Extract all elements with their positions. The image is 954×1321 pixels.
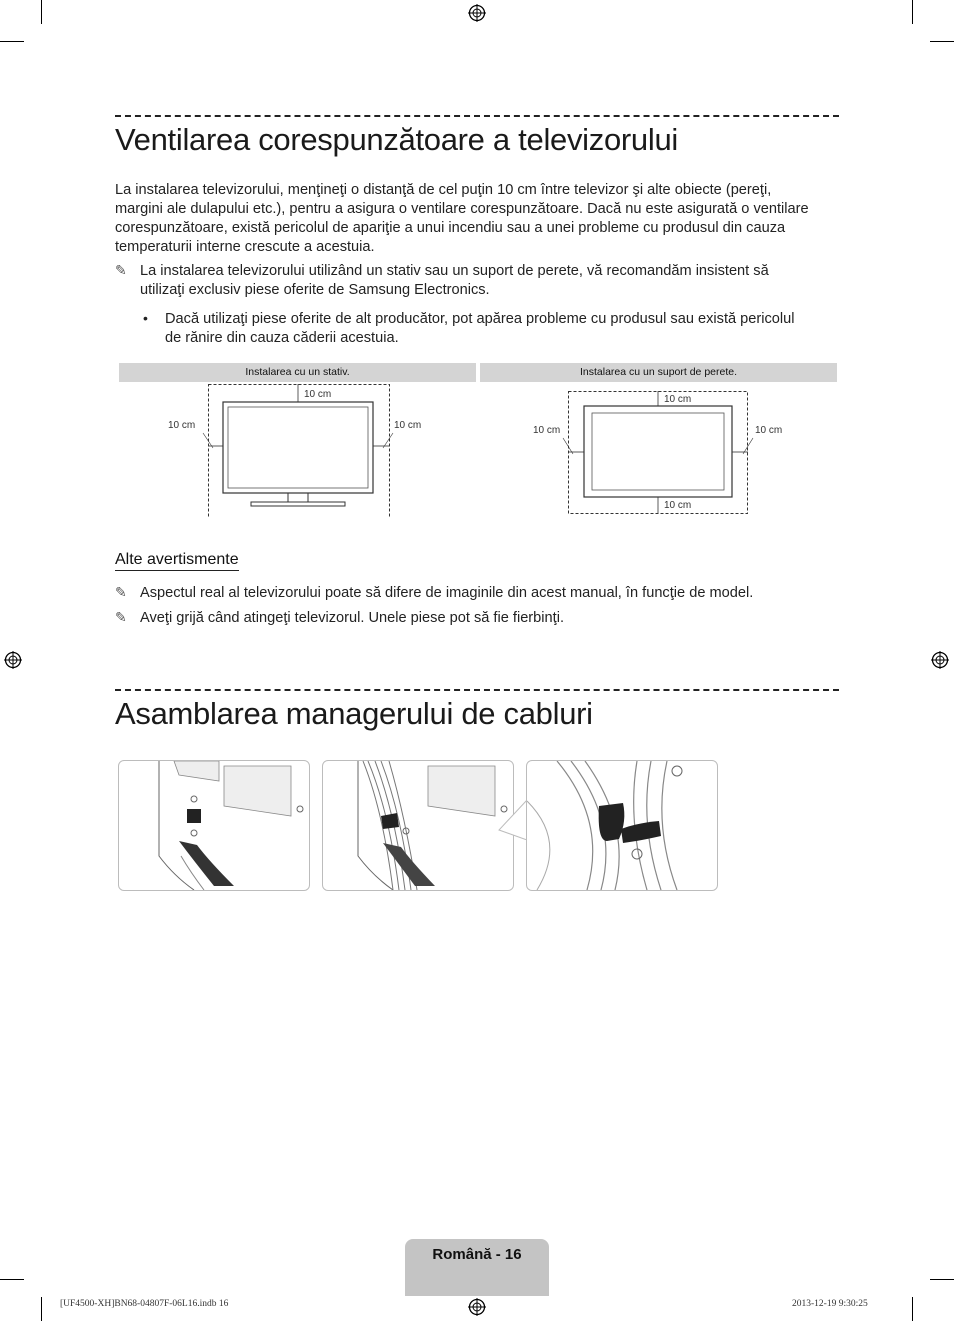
section-divider <box>115 115 839 117</box>
note-pencil-icon: ✎ <box>115 609 127 625</box>
dimension-label: 10 cm <box>168 420 196 431</box>
crop-mark <box>912 0 913 24</box>
crop-mark <box>912 1297 913 1321</box>
cable-manager-step-1 <box>118 760 310 891</box>
registration-mark-icon <box>4 651 22 669</box>
bullet-line: Dacă utilizaţi piese oferite de alt producător, pot apărea probleme cu produsul sau există pericolul <box>165 311 795 327</box>
dimension-label: 10 cm <box>533 425 561 436</box>
dimension-label: 10 cm <box>664 394 692 405</box>
tv-stand-diagram <box>119 382 476 517</box>
dimension-label: 10 cm <box>755 425 783 436</box>
bullet-line: de rănire din cauza căderii acestuia. <box>165 330 399 346</box>
section-title-cable-manager: Asamblarea managerului de cabluri <box>115 696 593 731</box>
tv-back-illustration <box>119 761 309 890</box>
note-pencil-icon: ✎ <box>115 584 127 600</box>
callout-pointer <box>497 800 529 840</box>
tv-wall-mount-diagram <box>480 382 837 517</box>
note-line: Aspectul real al televizorului poate să difere de imaginile din acest manual, în funcţie de model. <box>140 585 754 601</box>
bullet-icon: • <box>143 310 148 326</box>
page-number-tab: Română - 16 <box>405 1239 549 1296</box>
print-slug-left: [UF4500-XH]BN68-04807F-06L16.indb 16 <box>60 1299 229 1309</box>
note-line: utilizaţi exclusiv piese oferite de Samsung Electronics. <box>140 282 490 298</box>
registration-mark-icon <box>931 651 949 669</box>
intro-line: temperaturii interne crescute a acestuia. <box>115 239 375 255</box>
registration-mark-icon <box>468 4 486 22</box>
note-pencil-icon: ✎ <box>115 262 127 278</box>
cable-manager-step-3-zoom <box>526 760 718 891</box>
crop-mark <box>41 1297 42 1321</box>
crop-mark <box>930 1279 954 1280</box>
cable-bundle-illustration <box>323 761 513 890</box>
crop-mark <box>0 41 24 42</box>
dimension-label: 10 cm <box>664 500 692 511</box>
note-line: La instalarea televizorului utilizând un stativ sau un suport de perete, vă recomandăm insistent să <box>140 263 769 279</box>
intro-line: La instalarea televizorului, menţineţi o distanţă de cel puţin 10 cm între televizor şi alte obiecte (pereţi, <box>115 182 772 198</box>
dimension-label: 10 cm <box>394 420 422 431</box>
diagram-header-stand: Instalarea cu un stativ. <box>119 363 476 382</box>
intro-line: corespunzătoare, există pericolul de apariţie a unui incendiu sau a unei probleme cu produsul din cauza <box>115 220 786 236</box>
dimension-label: 10 cm <box>304 389 332 400</box>
intro-line: margini ale dulapului etc.), pentru a asigura o ventilare corespunzătoare. Dacă nu este asigurată o ventilare <box>115 201 809 217</box>
cable-manager-step-2 <box>322 760 514 891</box>
note-line: Aveţi grijă când atingeţi televizorul. Unele piese pot să fie fierbinţi. <box>140 610 564 626</box>
section-divider <box>115 689 839 691</box>
crop-mark <box>0 1279 24 1280</box>
print-slug-right: 2013-12-19 9:30:25 <box>792 1299 868 1309</box>
cable-clip-closeup-illustration <box>527 761 717 890</box>
crop-mark <box>41 0 42 24</box>
registration-mark-icon <box>468 1298 486 1316</box>
section-title-ventilation: Ventilarea corespunzătoare a televizorului <box>115 122 678 157</box>
diagram-header-wall: Instalarea cu un suport de perete. <box>480 363 837 382</box>
subheading-other-warnings: Alte avertismente <box>115 551 239 571</box>
crop-mark <box>930 41 954 42</box>
